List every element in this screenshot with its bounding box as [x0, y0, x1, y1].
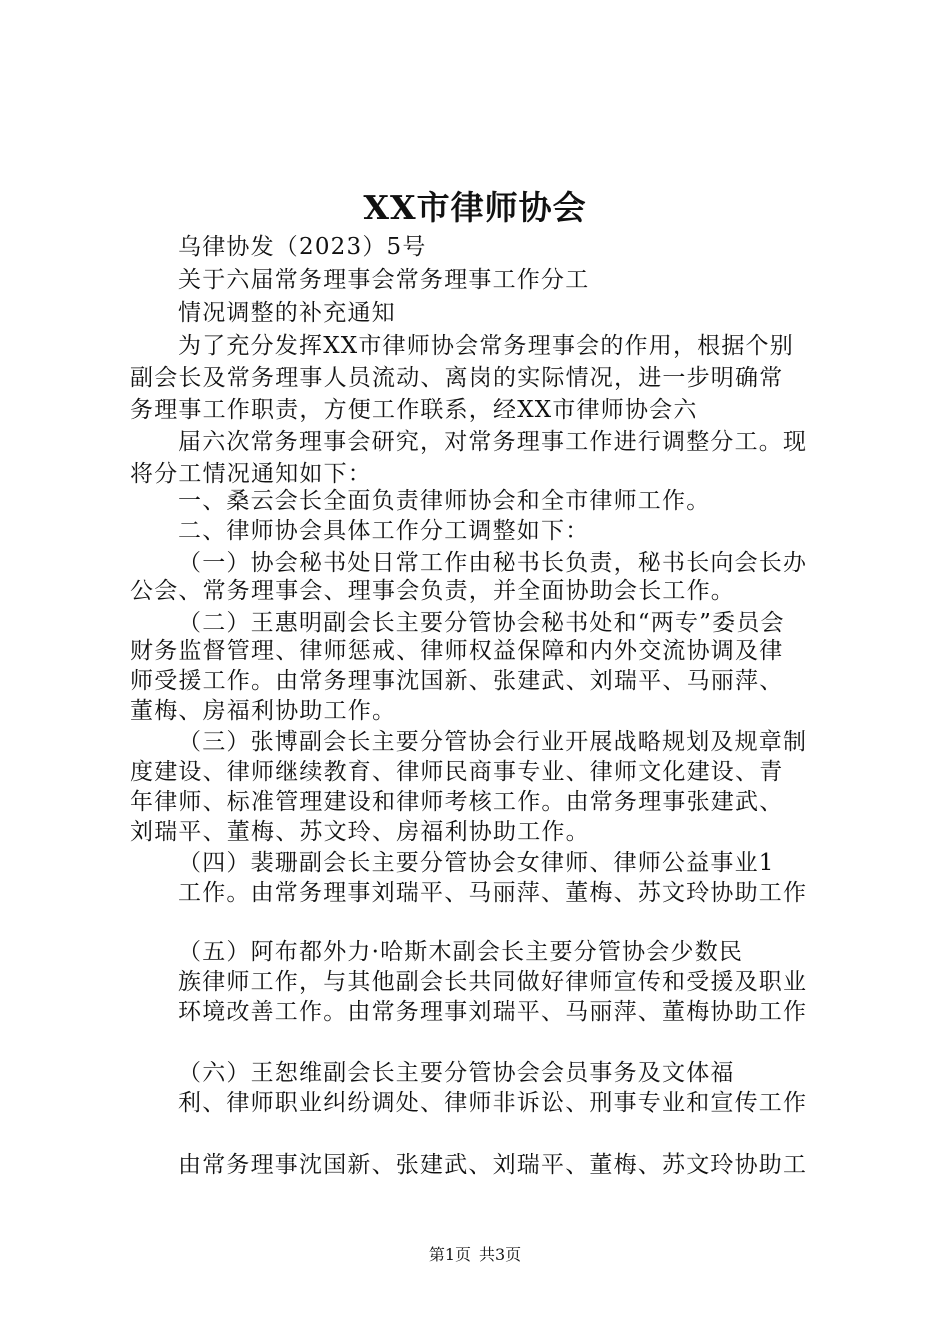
page-total: 共3页: [479, 1245, 522, 1264]
notice-title-line-2: 情况调整的补充通知: [178, 300, 396, 326]
document-title: XX市律师协会: [363, 188, 587, 227]
body-line: 二、律师协会具体工作分工调整如下：: [178, 518, 590, 544]
body-line: 副会长及常务理事人员流动、离岗的实际情况，进一步明确常: [130, 365, 784, 391]
body-line: 务理事工作职责，方便工作联系，经XX市律师协会六: [130, 397, 698, 423]
body-line: 利、律师职业纠纷调处、律师非诉讼、刑事专业和宣传工作: [178, 1090, 808, 1116]
body-line: （二）王惠明副会长主要分管协会秘书处和“两专”委员会: [178, 610, 785, 636]
body-line: 将分工情况通知如下：: [130, 461, 372, 487]
body-line: 由常务理事沈国新、张建武、刘瑞平、董梅、苏文玲协助工: [178, 1152, 808, 1178]
body-line: 工作。由常务理事刘瑞平、马丽萍、董梅、苏文玲协助工作: [178, 880, 808, 906]
body-line: 公会、常务理事会、理事会负责，并全面协助会长工作。: [130, 578, 735, 604]
body-line: 环境改善工作。由常务理事刘瑞平、马丽萍、董梅协助工作: [178, 999, 808, 1025]
body-line: 一、桑云会长全面负责律师协会和全市律师工作。: [178, 488, 711, 514]
body-line: 财务监督管理、律师惩戒、律师权益保障和内外交流协调及律: [130, 638, 784, 664]
notice-title-line-1: 关于六届常务理事会常务理事工作分工: [178, 267, 590, 293]
body-line: （一）协会秘书处日常工作由秘书长负责，秘书长向会长办: [178, 550, 808, 576]
doc-number: 乌律协发（2023）5号: [178, 234, 427, 260]
body-line: （四）裴珊副会长主要分管协会女律师、律师公益事业1: [178, 850, 775, 876]
body-line: 度建设、律师继续教育、律师民商事专业、律师文化建设、青: [130, 759, 784, 785]
body-line: （六）王恕维副会长主要分管协会会员事务及文体福: [178, 1060, 735, 1086]
body-line: 师受援工作。由常务理事沈国新、张建武、刘瑞平、马丽萍、: [130, 668, 784, 694]
page-number: 第1页: [428, 1245, 471, 1264]
body-line: 为了充分发挥XX市律师协会常务理事会的作用，根据个别: [178, 333, 794, 359]
page-footer: [0, 1242, 950, 1265]
body-line: 届六次常务理事会研究，对常务理事工作进行调整分工。现: [178, 429, 808, 455]
body-line: 刘瑞平、董梅、苏文玲、房福利协助工作。: [130, 819, 590, 845]
body-line: 董梅、房福利协助工作。: [130, 698, 397, 724]
body-line: （三）张博副会长主要分管协会行业开展战略规划及规章制: [178, 729, 808, 755]
body-line: 族律师工作，与其他副会长共同做好律师宣传和受援及职业: [178, 969, 808, 995]
body-line: （五）阿布都外力·哈斯木副会长主要分管协会少数民: [178, 939, 744, 965]
body-line: 年律师、标准管理建设和律师考核工作。由常务理事张建武、: [130, 789, 784, 815]
